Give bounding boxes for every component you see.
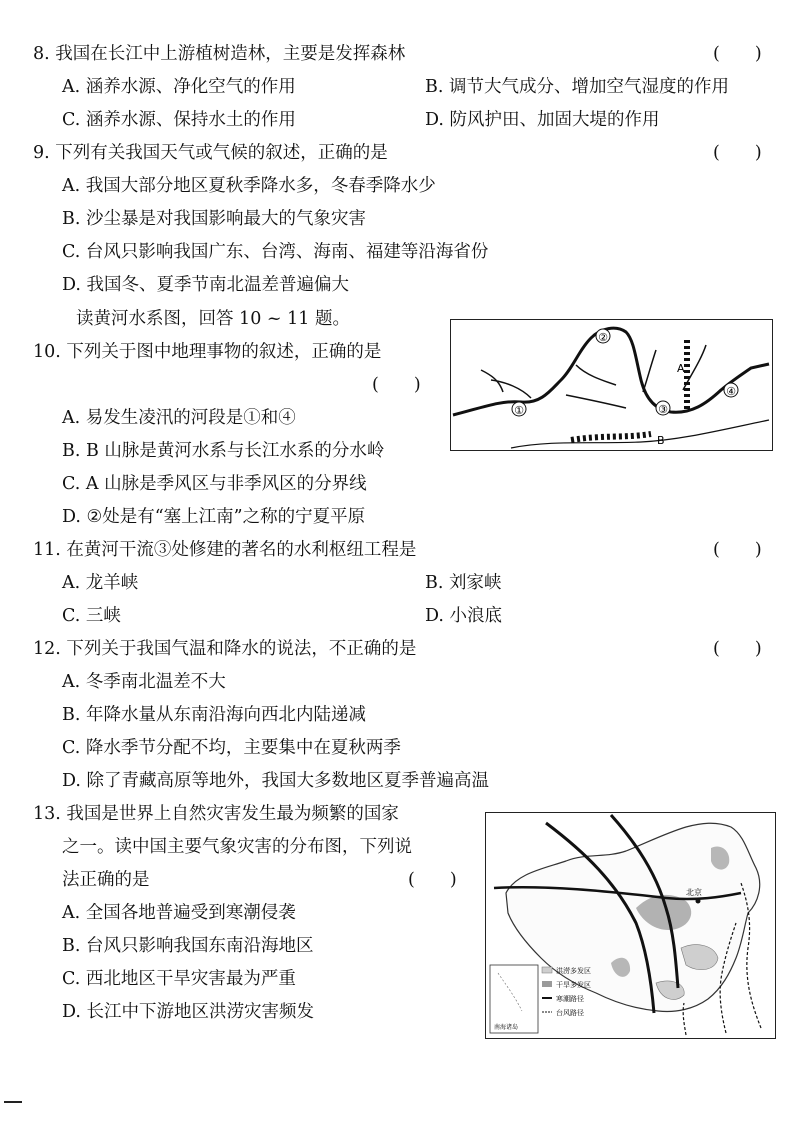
q9-stem: 9. 下列有关我国天气或气候的叙述，正确的是 <box>33 143 388 163</box>
southern-river <box>511 420 769 448</box>
q13-stem-line-3: 法正确的是 <box>62 870 150 890</box>
q11-option-d[interactable]: D. 小浪底 <box>425 606 503 626</box>
label-3: ③ <box>658 403 668 416</box>
legend-drought-label: 干旱多发区 <box>556 981 591 989</box>
mountain-range-b <box>571 434 651 440</box>
q11-option-b[interactable]: B. 刘家峡 <box>425 573 502 593</box>
page-footer-rule <box>4 1101 22 1103</box>
label-1: ① <box>514 404 524 417</box>
q11-option-a[interactable]: A. 龙羊峡 <box>62 573 139 593</box>
q9-answer-blank[interactable]: ( ) <box>713 143 762 163</box>
label-2: ② <box>598 331 608 344</box>
q9-option-a[interactable]: A. 我国大部分地区夏秋季降水多，冬春季降水少 <box>62 176 436 196</box>
beijing-label: 北京 <box>686 888 702 897</box>
q10-11-intro: 读黄河水系图，回答 10 ~ 11 题。 <box>76 309 350 329</box>
legend-flood-swatch <box>542 967 552 973</box>
label-4: ④ <box>726 385 736 398</box>
q11-answer-blank[interactable]: ( ) <box>713 540 762 560</box>
q13-option-a[interactable]: A. 全国各地普遍受到寒潮侵袭 <box>62 903 296 923</box>
q11-stem: 11. 在黄河干流③处修建的著名的水利枢纽工程是 <box>33 540 417 560</box>
q13-stem-line-2: 之一。读中国主要气象灾害的分布图，下列说 <box>62 837 412 857</box>
q12-option-a[interactable]: A. 冬季南北温差不大 <box>62 672 226 692</box>
q10-stem: 10. 下列关于图中地理事物的叙述，正确的是 <box>33 342 382 362</box>
q13-answer-blank[interactable]: ( ) <box>408 870 457 890</box>
tributary <box>566 395 626 408</box>
legend-drought-swatch <box>542 981 552 987</box>
legend-typhoon-label: 台风路径 <box>556 1009 584 1017</box>
q12-stem: 12. 下列关于我国气温和降水的说法，不正确的是 <box>33 639 417 659</box>
q13-option-c[interactable]: C. 西北地区干旱灾害最为严重 <box>62 969 296 989</box>
q8-stem: 8. 我国在长江中上游植树造林，主要是发挥森林 <box>33 44 406 64</box>
beijing-marker <box>696 899 701 904</box>
label-b: B <box>657 434 665 447</box>
q12-answer-blank[interactable]: ( ) <box>713 639 762 659</box>
q10-option-a[interactable]: A. 易发生凌汛的河段是①和④ <box>62 408 296 428</box>
q13-stem-line-1: 13. 我国是世界上自然灾害发生最为频繁的国家 <box>33 804 399 824</box>
q13-option-d[interactable]: D. 长江中下游地区洪涝灾害频发 <box>62 1002 315 1022</box>
q13-option-b[interactable]: B. 台风只影响我国东南沿海地区 <box>62 936 314 956</box>
legend-cold-wave-label: 寒潮路径 <box>556 995 584 1003</box>
q11-option-c[interactable]: C. 三峡 <box>62 606 121 626</box>
q12-option-d[interactable]: D. 除了青藏高原等地外，我国大多数地区夏季普遍高温 <box>62 771 490 791</box>
q8-option-b[interactable]: B. 调节大气成分、增加空气湿度的作用 <box>425 77 729 97</box>
yellow-river-map <box>450 319 773 451</box>
q9-option-d[interactable]: D. 我国冬、夏季节南北温差普遍偏大 <box>62 275 350 295</box>
q8-option-c[interactable]: C. 涵养水源、保持水土的作用 <box>62 110 296 130</box>
q12-option-b[interactable]: B. 年降水量从东南沿海向西北内陆递减 <box>62 705 366 725</box>
q10-option-c[interactable]: C. A 山脉是季风区与非季风区的分界线 <box>62 474 367 494</box>
tributary <box>576 365 616 385</box>
tributary <box>491 380 531 398</box>
q8-answer-blank[interactable]: ( ) <box>713 44 762 64</box>
q9-option-b[interactable]: B. 沙尘暴是对我国影响最大的气象灾害 <box>62 209 366 229</box>
q8-option-d[interactable]: D. 防风护田、加固大堤的作用 <box>425 110 660 130</box>
q8-option-a[interactable]: A. 涵养水源、净化空气的作用 <box>62 77 296 97</box>
yellow-river-map-drawing <box>451 320 772 450</box>
legend-flood-label: 洪涝多发区 <box>556 967 591 975</box>
label-a: A <box>677 362 685 375</box>
china-disaster-map-drawing <box>486 813 775 1038</box>
q10-option-d[interactable]: D. ②处是有“塞上江南”之称的宁夏平原 <box>62 507 366 527</box>
q10-answer-blank[interactable]: ( ) <box>372 375 421 395</box>
inset-label: 南海诸岛 <box>494 1024 519 1031</box>
q10-option-b[interactable]: B. B 山脉是黄河水系与长江水系的分水岭 <box>62 441 385 461</box>
tributary <box>643 350 656 392</box>
q12-option-c[interactable]: C. 降水季节分配不均，主要集中在夏秋两季 <box>62 738 401 758</box>
china-disaster-map <box>485 812 776 1039</box>
south-china-sea-inset <box>490 965 538 1033</box>
yellow-river-main-course <box>453 328 769 415</box>
q9-option-c[interactable]: C. 台风只影响我国广东、台湾、海南、福建等沿海省份 <box>62 242 489 262</box>
